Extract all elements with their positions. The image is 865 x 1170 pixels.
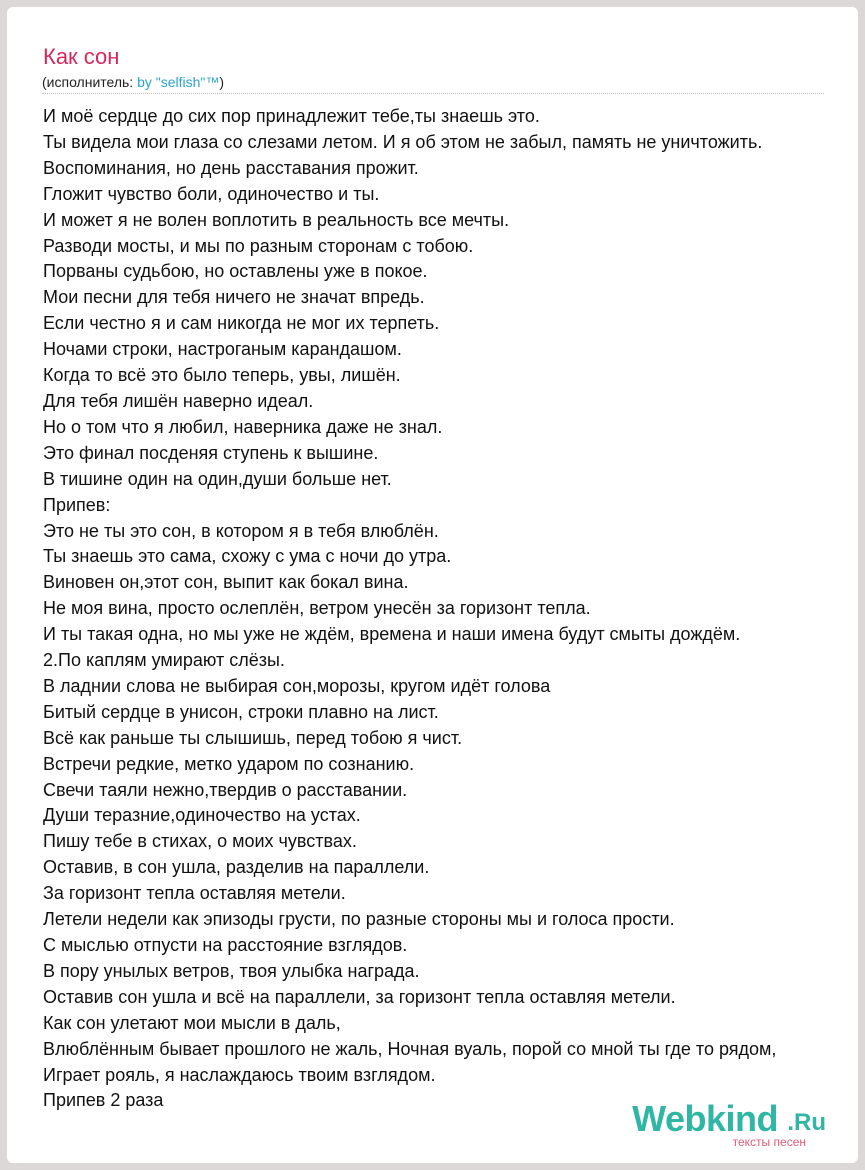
lyric-line: Припев:: [43, 494, 111, 515]
artist-link[interactable]: by "selfish"™: [137, 74, 220, 90]
lyric-line: Это не ты это сон, в котором я в тебя влюблён.: [43, 520, 439, 541]
logo-tld: .Ru: [787, 1109, 826, 1136]
title-divider: [42, 93, 824, 94]
lyric-line: Мои песни для тебя ничего не значат впредь.: [43, 287, 425, 308]
lyric-line: Свечи таяли нежно,твердив о расставании.: [43, 779, 408, 800]
lyric-line: Как сон улетают мои мысли в даль,: [43, 1012, 341, 1033]
lyric-line: Это финал посденяя ступень к вышине.: [43, 442, 379, 463]
lyric-line: Души теразние,одиночество на устах.: [43, 805, 361, 826]
webkind-logo[interactable]: [632, 1098, 836, 1149]
lyric-line: Битый сердце в унисон, строки плавно на лист.: [43, 701, 439, 722]
logo-word: Webkind: [632, 1098, 778, 1139]
lyric-line: Летели недели как эпизоды грусти, по разные стороны мы и голоса прости.: [43, 909, 675, 930]
lyric-line: Но о том что я любил, наверника даже не знал.: [43, 416, 443, 437]
song-title: Как сон: [43, 44, 120, 69]
lyric-line: Виновен он,этот сон, выпит как бокал вина.: [43, 572, 409, 593]
lyric-line: 2.По каплям умирают слёзы.: [43, 650, 285, 671]
lyric-line: И моё сердце до сих пор принадлежит тебе,ты знаешь это.: [43, 106, 540, 126]
lyric-line: Не моя вина, просто ослеплён, ветром унесён за горизонт тепла.: [43, 598, 591, 619]
lyric-line: За горизонт тепла оставляя метели.: [43, 883, 346, 904]
lyrics-text: [43, 104, 858, 1114]
lyric-line: Всё как раньше ты слышишь, перед тобою я чист.: [43, 727, 463, 748]
lyric-line: Влюблённым бывает прошлого не жаль, Ночная вуаль, порой со мной ты где то рядом,: [43, 1038, 777, 1059]
logo-tagline: тексты песен: [732, 1135, 806, 1149]
lyric-line: Если честно я и сам никогда не мог их терпеть.: [43, 313, 440, 334]
lyric-line: Ночами строки, настроганым карандашом.: [43, 339, 402, 360]
lyric-line: И ты такая одна, но мы уже не ждём, времена и наши имена будут смыты дождём.: [43, 624, 741, 645]
lyric-line: Когда то всё это было теперь, увы, лишён.: [43, 365, 401, 386]
artist-line: [42, 73, 224, 91]
lyric-line: Разводи мосты, и мы по разным сторонам с тобою.: [43, 235, 474, 256]
lyric-line: С мыслью отпусти на расстояние взглядов.: [43, 935, 408, 955]
lyric-line: Ты видела мои глаза со слезами летом. И я об этом не забыл, память не уничтожить.: [43, 131, 763, 152]
lyric-line: Порваны судьбою, но оставлены уже в покое.: [43, 261, 428, 282]
lyric-line: Пишу тебе в стихах, о моих чувствах.: [43, 831, 357, 852]
lyric-line: Встречи редкие, метко ударом по сознанию.: [43, 753, 415, 774]
lyric-line: Воспоминания, но день расставания прожит.: [43, 157, 419, 178]
lyric-line: Играет рояль, я наслаждаюсь твоим взглядом.: [43, 1064, 436, 1085]
lyric-line: Ты знаешь это сама, схожу с ума с ночи до утра.: [43, 546, 452, 567]
artist-suffix: ): [219, 74, 225, 90]
lyric-line: Для тебя лишён наверно идеал.: [43, 390, 314, 411]
lyric-line: В пору унылых ветров, твоя улыбка награда.: [43, 960, 420, 981]
lyric-line: Оставив сон ушла и всё на параллели, за горизонт тепла оставляя метели.: [43, 986, 676, 1007]
lyric-line: Гложит чувство боли, одиночество и ты.: [43, 183, 380, 204]
lyric-line: В тишине один на один,души больше нет.: [43, 468, 392, 489]
lyric-line: Оставив, в сон ушла, разделив на параллели.: [43, 857, 430, 878]
lyrics-card: [7, 7, 858, 1163]
lyric-line: В ладнии слова не выбирая сон,морозы, кругом идёт голова: [43, 675, 551, 696]
artist-prefix: (исполнитель:: [42, 74, 138, 90]
lyric-line: И может я не волен воплотить в реальность все мечты.: [43, 209, 510, 230]
lyric-line: Припев 2 раза: [43, 1090, 164, 1111]
